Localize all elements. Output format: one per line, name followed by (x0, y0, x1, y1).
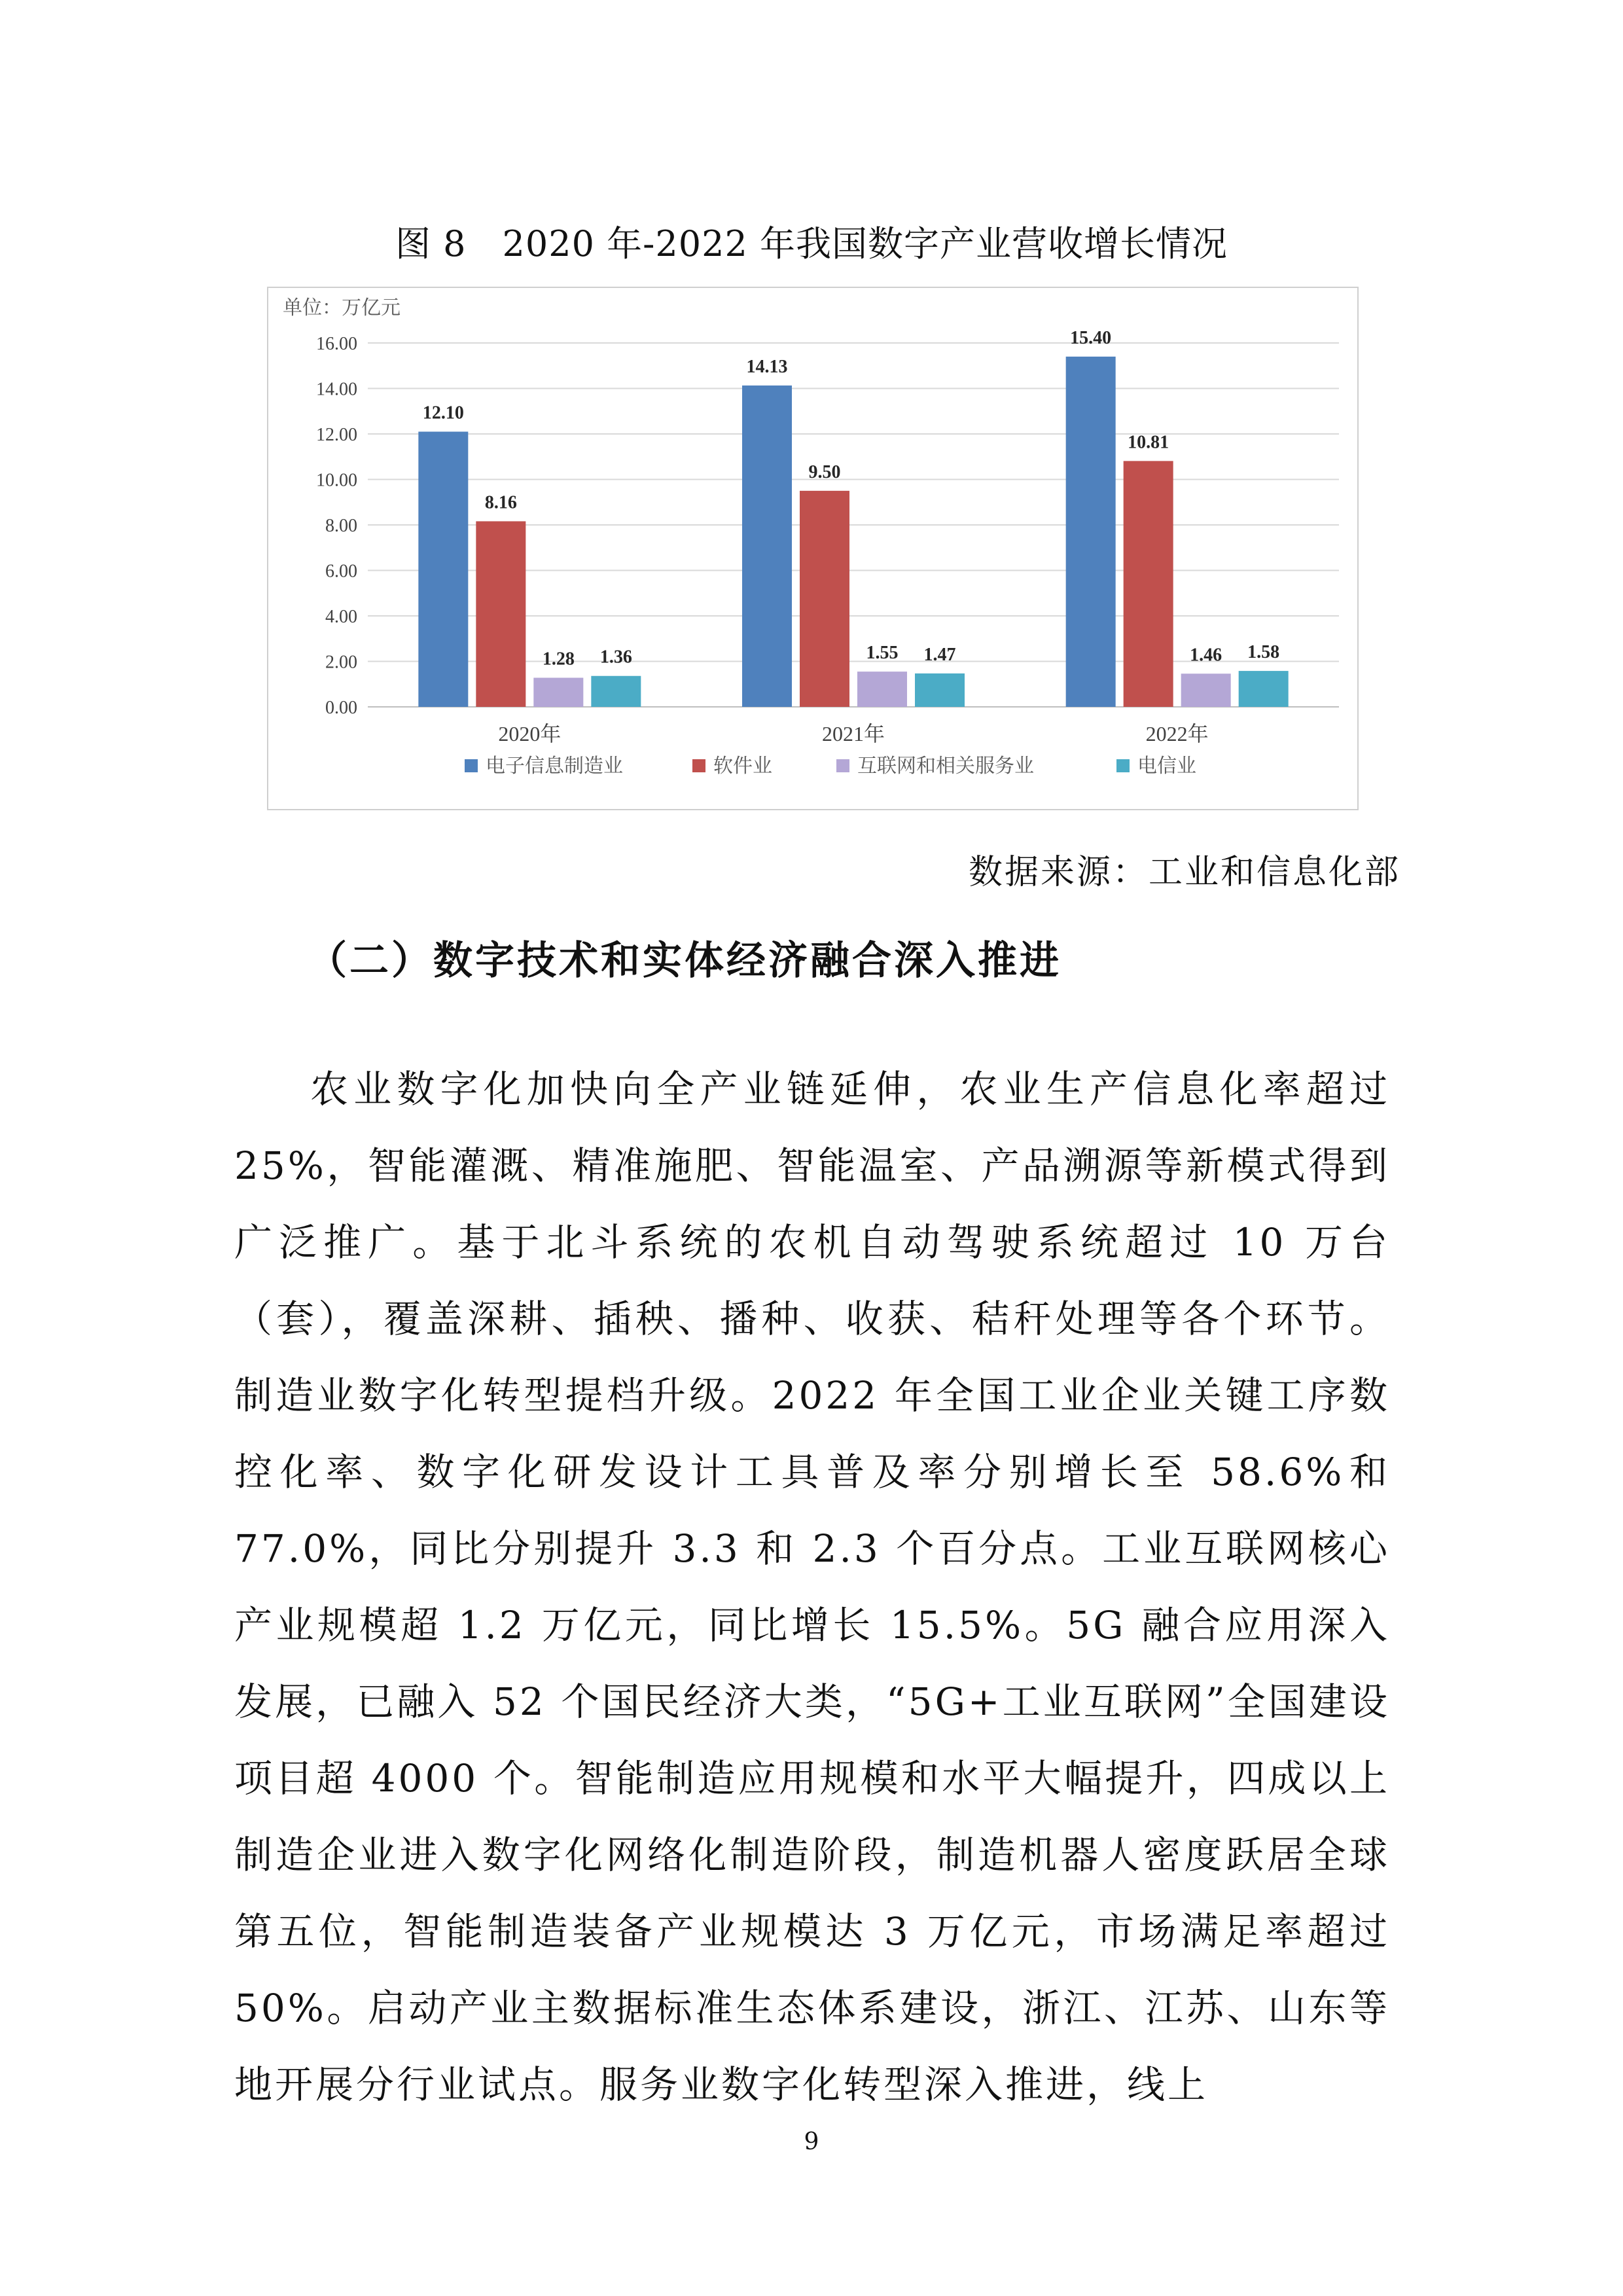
page-number: 9 (804, 2128, 819, 2155)
data-label: 1.55 (866, 643, 899, 664)
x-tick-label: 2020年 (498, 722, 562, 745)
bar (1124, 461, 1173, 707)
data-label: 15.40 (1070, 327, 1112, 348)
legend-label: 软件业 (713, 755, 772, 777)
data-label: 10.81 (1128, 432, 1169, 453)
data-label: 1.28 (542, 649, 575, 670)
legend-swatch (836, 759, 849, 772)
data-label: 1.47 (923, 644, 956, 665)
x-tick-label: 2022年 (1145, 722, 1209, 745)
bar (418, 432, 468, 707)
y-tick-label: 8.00 (325, 516, 357, 536)
bar (742, 386, 792, 707)
data-label: 8.16 (484, 492, 517, 513)
bar (1239, 671, 1289, 707)
y-tick-label: 0.00 (325, 698, 357, 718)
data-label: 12.10 (422, 403, 464, 423)
bar (800, 491, 849, 707)
figure-title: 图 8 2020 年-2022 年我国数字产业营收增长情况 (395, 223, 1228, 264)
legend-label: 电子信息制造业 (486, 755, 623, 777)
bar (476, 521, 526, 707)
legend-swatch (465, 759, 478, 772)
data-label: 1.36 (599, 647, 632, 668)
legend-swatch (1116, 759, 1130, 772)
data-label: 1.58 (1247, 642, 1280, 663)
y-tick-label: 12.00 (316, 425, 357, 445)
y-tick-label: 6.00 (325, 561, 357, 582)
y-tick-label: 10.00 (316, 470, 357, 491)
data-label: 9.50 (808, 461, 841, 482)
chart-frame (267, 287, 1359, 810)
y-tick-label: 4.00 (325, 607, 357, 627)
chart-unit-label: 单位：万亿元 (283, 297, 401, 319)
legend-label: 电信业 (1137, 755, 1196, 777)
bar (1066, 357, 1116, 707)
bar (857, 672, 907, 707)
y-tick-label: 16.00 (316, 334, 357, 354)
legend-label: 互联网和相关服务业 (857, 755, 1034, 777)
bar (1181, 673, 1231, 707)
y-tick-label: 2.00 (325, 652, 357, 673)
y-tick-label: 14.00 (316, 379, 357, 400)
bar (533, 678, 583, 707)
body-paragraph: 农业数字化加快向全产业链延伸，农业生产信息化率超过25%，智能灌溉、精准施肥、智能温室、产品溯源等新模式得到广泛推广。基于北斗系统的农机自动驾驶系统超过 10 万台（套），覆盖深耕、插秧、播种、收获、秸秆处理等各个环节。制造业数字化转型提档升级。2022 年全国工业企业关键工序数控化率、数字化研发设计工具普及率分别增长至 58.6%和77.0%，同比分别提升 3.3 和 2.3 个百分点。工业互联网核心产业规模超 1.2 万亿元，同比增长 15.5%。5G 融合应用深入发展，已融入 52 个国民经济大类，“5G+工业互联网”全国建设项目超 4000 个。智能制造应用规模和水平大幅提升，四成以上制造企业进入数字化网络化制造阶段，制造机器人密度跃居全球第五位，智能制造装备产业规模达 3 万亿元，市场满足率超过 50%。启动产业主数据标准生态体系建设，浙江、江苏、山东等地开展分行业试点。服务业数字化转型深入推进，线上 (234, 1067, 1390, 2107)
legend-swatch (692, 759, 705, 772)
bar (591, 676, 641, 707)
data-source: 数据来源：工业和信息化部 (968, 853, 1400, 892)
section-heading: （二）数字技术和实体经济融合深入推进 (308, 938, 1061, 984)
bar-chart (268, 288, 1357, 809)
bar (915, 673, 965, 707)
data-label: 14.13 (746, 356, 788, 377)
data-label: 1.46 (1190, 645, 1222, 666)
x-tick-label: 2021年 (821, 722, 885, 745)
